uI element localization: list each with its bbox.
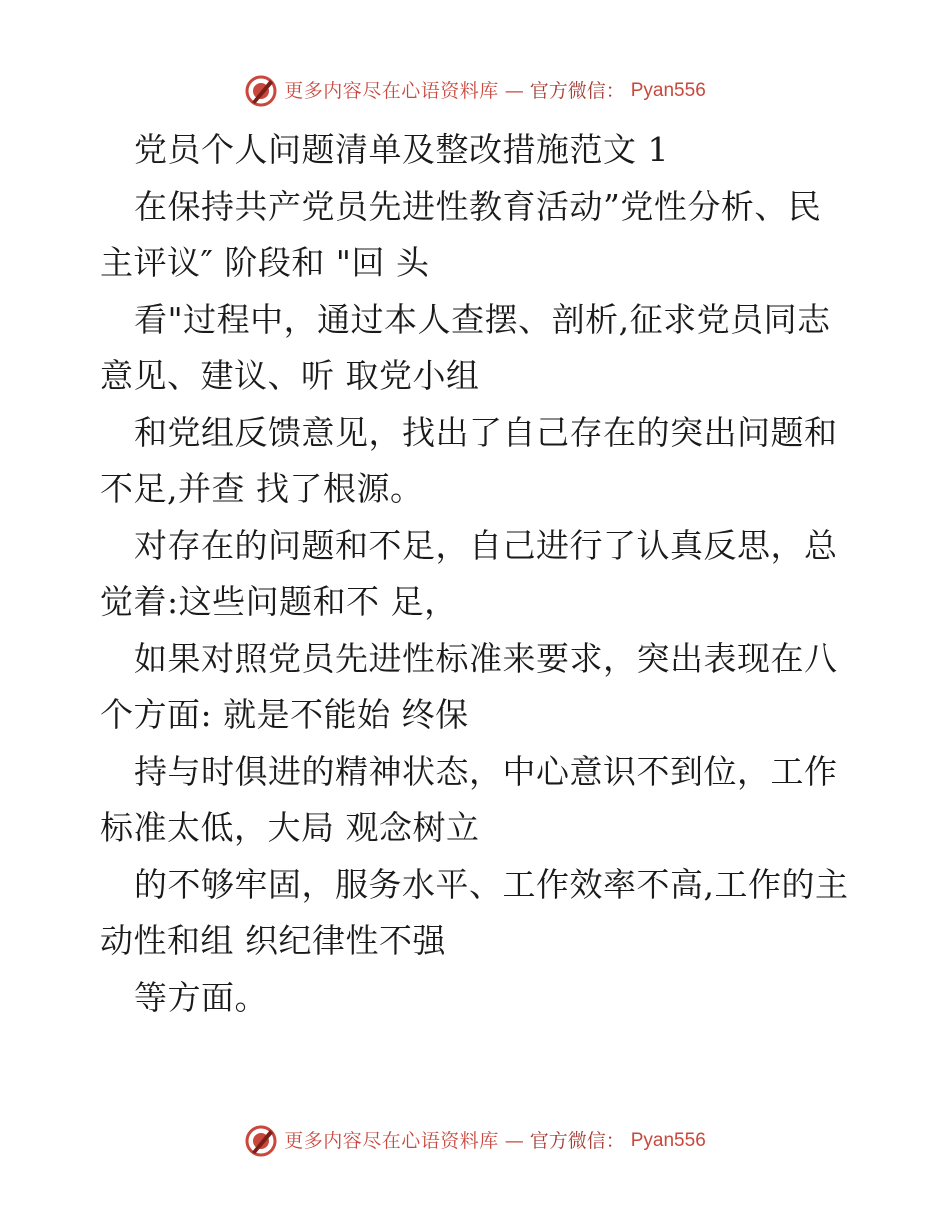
banner-dash: — (504, 1130, 524, 1152)
paragraph: 对存在的问题和不足，自己进行了认真反思，总觉着:这些问题和不 足， (100, 525, 838, 621)
paragraph: 持与时俱进的精神状态，中心意识不到位，工作标准太低，大局 观念树立 (100, 751, 838, 847)
brush-pen-logo-icon (244, 1124, 278, 1158)
footer-banner (0, 1124, 950, 1158)
paragraph: 在保持共产党员先进性教育活动”党性分析、民主评议″ 阶段和 "回 头 (100, 186, 822, 282)
banner-wechat-label: 官方微信： (529, 1130, 625, 1152)
paragraph: 的不够牢固，服务水平、工作效率不高,工作的主动性和组 织纪律性不强 (100, 864, 849, 960)
document-body (100, 122, 852, 1026)
paragraph: 等方面。 (134, 977, 268, 1017)
paragraph-title: 党员个人问题清单及整改措施范文 1 (134, 130, 669, 169)
banner-wechat-label: 官方微信： (529, 80, 625, 102)
paragraph: 看"过程中，通过本人查摆、剖析,征求党员同志意见、建议、听 取党小组 (100, 299, 831, 395)
banner-wechat-id: Pyan556 (630, 80, 706, 101)
banner-main-text: 更多内容尽在心语资料库 (284, 1130, 499, 1152)
paragraph: 如果对照党员先进性标准来要求，突出表现在八个方面: 就是不能始 终保 (100, 638, 838, 734)
banner-dash: — (504, 80, 524, 102)
banner-main-text: 更多内容尽在心语资料库 (284, 80, 499, 102)
brush-pen-logo-icon (244, 74, 278, 108)
paragraph: 和党组反馈意见，找出了自己存在的突出问题和不足,并查 找了根源。 (100, 412, 838, 508)
banner-wechat-id: Pyan556 (630, 1130, 706, 1151)
header-banner (0, 74, 950, 108)
